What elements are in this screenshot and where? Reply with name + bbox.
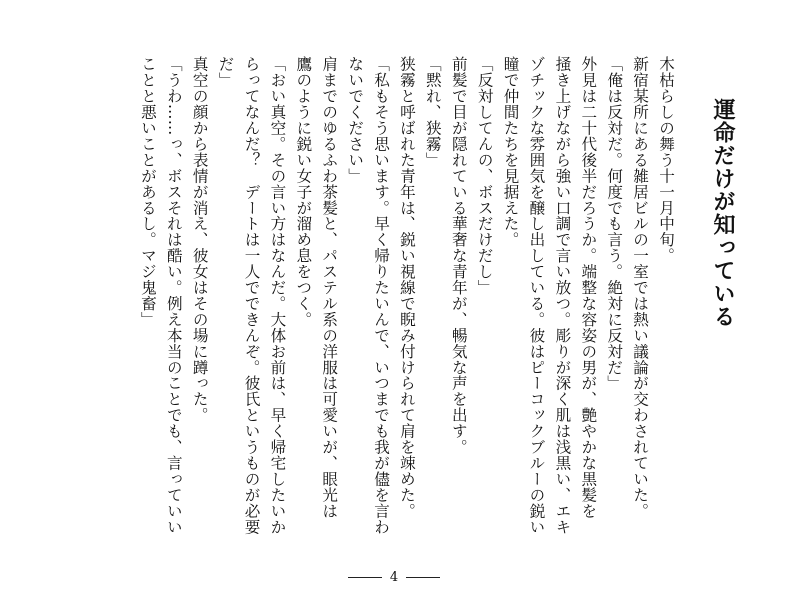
footer-rule-right (406, 577, 440, 578)
text-line: ゾチックな雰囲気を醸し出している。彼はピーコックブルーの鋭い (527, 56, 546, 535)
text-line: 前髪で目が隠れている華奢な青年が、暢気な声を出す。 (449, 56, 468, 455)
text-line: 掻き上げながら強い口調で言い放つ。彫りが深く肌は浅黒い、エキ (553, 56, 572, 535)
text-line: 「うわ……っ、ボスそれは酷い。例え本当のことでも、言っていい (164, 56, 183, 535)
text-line: ないでください」 (346, 56, 365, 184)
text-line: らってなんだ？ デートは一人でできんぞ。彼氏というものが必要 (242, 56, 261, 535)
text-line: 真空の顔から表情が消え、彼女はその場に蹲った。 (190, 56, 209, 423)
body-text (134, 56, 678, 556)
chapter-title: 運命だけが知っている (710, 98, 736, 328)
text-line: 「私もそう思います。早く帰りたいんで、いつまでも我が儘を言わ (372, 56, 391, 535)
text-line: 瞳で仲間たちを見据えた。 (501, 56, 520, 248)
text-line: 「俺は反対だ。何度でも言う。絶対に反対だ」 (605, 56, 624, 391)
text-line: 鷹のように鋭い女子が溜め息をつく。 (294, 56, 313, 328)
text-line: ことと悪いことがあるし。マジ鬼畜」 (138, 56, 157, 328)
text-line: 「黙れ、狭霧」 (423, 56, 442, 168)
text-line: 新宿某所にある雑居ビルの一室では熱い議論が交わされていた。 (631, 56, 650, 519)
text-line: 肩までのゆるふわ茶髪と、パステル系の洋服は可愛いが、眼光は (320, 56, 339, 519)
footer-rule-left (348, 577, 382, 578)
text-line: 「反対してんの、ボスだけだし」 (475, 56, 494, 296)
text-line: 木枯らしの舞う十一月中旬。 (657, 56, 675, 264)
text-line: 外見は二十代後半だろうか。端整な容姿の男が、艶やかな黒髪を (579, 56, 598, 519)
text-line: だ」 (216, 56, 235, 88)
text-line: 「おい真空。その言い方はなんだ。大体お前は、早く帰宅したいか (268, 56, 287, 535)
page-number: 4 (389, 570, 399, 585)
page-footer (0, 570, 788, 586)
text-line: 狭霧と呼ばれた青年は、鋭い視線で睨み付けられて肩を竦めた。 (397, 56, 416, 519)
